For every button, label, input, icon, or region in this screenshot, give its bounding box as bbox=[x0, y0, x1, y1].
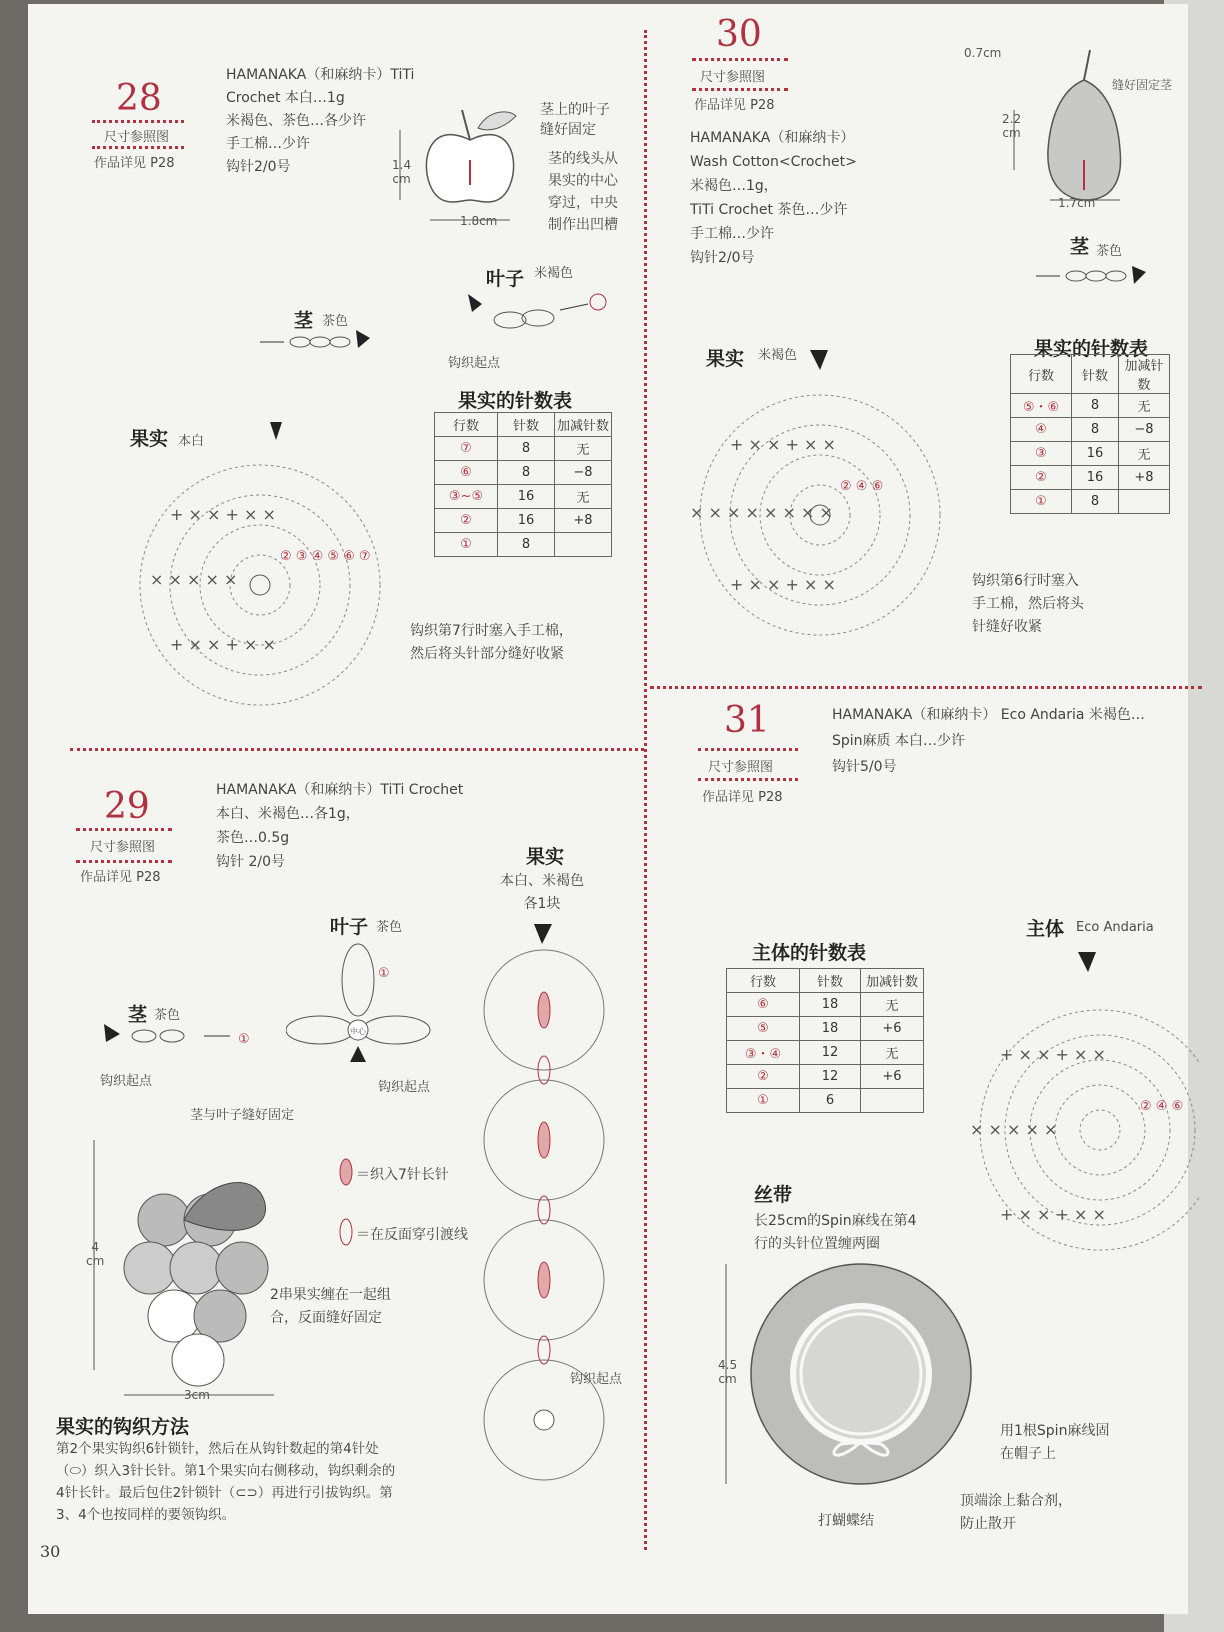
table-header-row bbox=[727, 969, 924, 993]
note-line: 果实的中心 bbox=[548, 173, 618, 189]
table-cell: 无 bbox=[1119, 394, 1170, 418]
size-ref-label: 尺寸参照图 bbox=[90, 840, 156, 855]
fruit-title: 果实 bbox=[526, 846, 565, 868]
svg-text:+ × × + × ×: + × × + × × bbox=[170, 505, 276, 524]
material-line: HAMANAKA（和麻纳卡）TiTi Crochet bbox=[216, 782, 464, 798]
note-line: 合，反面缝好固定 bbox=[270, 1310, 382, 1326]
table-row bbox=[1011, 442, 1170, 466]
material-line: Crochet 本白…1g bbox=[226, 90, 345, 106]
table-cell: ③ bbox=[1011, 442, 1072, 466]
fruit-color: 米褐色 bbox=[758, 348, 798, 363]
fruit-sub-line: 各1块 bbox=[523, 896, 561, 912]
table-cell: ⑥ bbox=[435, 461, 498, 485]
dotted-rule bbox=[698, 778, 798, 781]
left-divider bbox=[70, 748, 644, 751]
dim-height: 4.5 cm bbox=[718, 1358, 738, 1386]
table-row bbox=[1011, 490, 1170, 514]
svg-text:+ × × + × ×: + × × + × × bbox=[730, 435, 836, 454]
table-row bbox=[727, 1089, 924, 1113]
table-row bbox=[727, 1065, 924, 1089]
fruit-strip-chart bbox=[476, 920, 626, 1510]
note-line: 用1根Spin麻线固 bbox=[1000, 1423, 1110, 1439]
table-cell: 8 bbox=[1072, 418, 1119, 442]
table-cell: 8 bbox=[1072, 394, 1119, 418]
stem-title: 茎 bbox=[294, 310, 314, 332]
note-line: 茎的线头从 bbox=[548, 151, 618, 167]
fruit-note bbox=[410, 620, 573, 666]
table-cell: ③~⑤ bbox=[435, 485, 498, 509]
size-ref-label: 尺寸参照图 bbox=[708, 760, 774, 775]
material-line: 钩针5/0号 bbox=[832, 759, 897, 775]
svg-text:② ③ ④ ⑤ ⑥ ⑦: ② ③ ④ ⑤ ⑥ ⑦ bbox=[280, 549, 371, 564]
table-cell: 无 bbox=[861, 993, 924, 1017]
method-line: 3、4个也按同样的要领钩织。 bbox=[56, 1507, 236, 1523]
table-cell: ⑤・⑥ bbox=[1011, 394, 1072, 418]
stem-title: 茎 bbox=[128, 1004, 148, 1026]
svg-text:× × × × ×: × × × × × bbox=[150, 570, 238, 589]
leaf-title: 叶子 bbox=[330, 916, 369, 938]
fruit-title: 果实 bbox=[130, 428, 169, 450]
table-cell: 12 bbox=[800, 1041, 861, 1065]
table-cell: 无 bbox=[555, 437, 612, 461]
table-cell: 8 bbox=[498, 437, 555, 461]
leaf-start: 钩织起点 bbox=[448, 356, 501, 371]
dim-width: 3cm bbox=[184, 1388, 210, 1402]
stem-chart bbox=[258, 326, 378, 356]
legend-1: ＝织入7针长针 bbox=[356, 1167, 449, 1183]
table-row bbox=[1011, 466, 1170, 490]
size-ref-label: 尺寸参照图 bbox=[104, 130, 170, 145]
table-cell bbox=[861, 1089, 924, 1113]
note-line: 然后将头针部分缝好收紧 bbox=[410, 646, 564, 662]
dim-width: 1.7cm bbox=[1058, 196, 1096, 210]
section-number: 28 bbox=[116, 78, 162, 119]
table-cell: 18 bbox=[800, 1017, 861, 1041]
table-title: 果实的针数表 bbox=[458, 390, 573, 412]
header-cell: 加减针数 bbox=[555, 413, 612, 437]
table-header-row bbox=[1011, 355, 1170, 394]
dim-height: 4 cm bbox=[86, 1240, 105, 1268]
table-row bbox=[435, 461, 612, 485]
note-top: 茎与叶子缝好固定 bbox=[190, 1108, 295, 1123]
leaf-color: 米褐色 bbox=[534, 266, 574, 281]
pear-note: 缝好固定茎 bbox=[1112, 78, 1173, 92]
material-line: 钩针2/0号 bbox=[226, 159, 291, 175]
material-line: TiTi Crochet 茶色…少许 bbox=[690, 202, 848, 218]
material-line: 米褐色…1g， bbox=[690, 178, 778, 194]
table-cell: ② bbox=[727, 1065, 800, 1089]
material-line: 钩针 2/0号 bbox=[216, 854, 285, 870]
hat-diagram bbox=[716, 1244, 986, 1514]
leaf-title: 叶子 bbox=[486, 268, 525, 290]
table-cell: 8 bbox=[498, 533, 555, 557]
grape-diagram bbox=[84, 1120, 304, 1410]
note-line: 茎上的叶子 bbox=[540, 102, 610, 118]
table-cell: 无 bbox=[1119, 442, 1170, 466]
page-number: 30 bbox=[40, 1542, 61, 1561]
stem-color: 茶色 bbox=[1096, 244, 1123, 259]
body-sub: Eco Andaria bbox=[1076, 920, 1154, 935]
note-line: 钩织第7行时塞入手工棉， bbox=[410, 623, 573, 639]
table-cell: +8 bbox=[555, 509, 612, 533]
table-row bbox=[435, 509, 612, 533]
svg-text:+ × × + × ×: + × × + × × bbox=[1000, 1205, 1106, 1224]
note-line: 制作出凹槽 bbox=[548, 217, 618, 233]
fruit-sub bbox=[500, 870, 584, 916]
table-cell: ④ bbox=[1011, 418, 1072, 442]
table-row bbox=[1011, 394, 1170, 418]
section-number: 29 bbox=[104, 786, 150, 827]
note-line: 缝好固定 bbox=[540, 122, 596, 138]
table-cell: ② bbox=[1011, 466, 1072, 490]
svg-text:+ × × + × ×: + × × + × × bbox=[170, 635, 276, 654]
detail-ref: 作品详见 P28 bbox=[702, 790, 783, 805]
legend-symbols bbox=[336, 1158, 356, 1248]
fruit-note bbox=[972, 570, 1084, 639]
dotted-rule bbox=[76, 828, 172, 831]
stem-chart bbox=[1034, 262, 1154, 292]
table-cell: 16 bbox=[1072, 466, 1119, 490]
table-cell: ⑦ bbox=[435, 437, 498, 461]
table-cell: 6 bbox=[800, 1089, 861, 1113]
material-line: HAMANAKA（和麻纳卡） bbox=[690, 130, 855, 146]
note-bow: 打蝴蝶结 bbox=[818, 1513, 874, 1529]
dim-height: 2.2 cm bbox=[1002, 112, 1022, 140]
circled-one: ① bbox=[238, 1032, 250, 1047]
note-fix bbox=[1000, 1420, 1109, 1466]
dotted-rule bbox=[692, 58, 788, 61]
table-cell: ① bbox=[727, 1089, 800, 1113]
method-text bbox=[56, 1438, 395, 1526]
size-ref-label: 尺寸参照图 bbox=[700, 70, 766, 85]
table-cell: ① bbox=[1011, 490, 1072, 514]
note-line: 防止散开 bbox=[960, 1516, 1016, 1532]
dotted-rule bbox=[92, 146, 184, 149]
right-divider bbox=[650, 686, 1202, 689]
material-line: HAMANAKA（和麻纳卡） Eco Andaria 米褐色… bbox=[832, 707, 1145, 723]
table-row bbox=[435, 437, 612, 461]
note-line: 穿过，中央 bbox=[548, 195, 618, 211]
method-line: 第2个果实钩织6针锁针，然后在从钩针数起的第4针处 bbox=[56, 1441, 379, 1457]
table-cell: 16 bbox=[498, 509, 555, 533]
material-line: Wash Cotton<Crochet> bbox=[690, 154, 857, 170]
header-cell: 加减针数 bbox=[1119, 355, 1170, 394]
material-line: 米褐色、茶色…各少许 bbox=[226, 113, 366, 129]
leaf-color: 茶色 bbox=[376, 920, 403, 935]
header-cell: 针数 bbox=[1072, 355, 1119, 394]
table-cell: 无 bbox=[861, 1041, 924, 1065]
table-row bbox=[435, 485, 612, 509]
fruit-title: 果实 bbox=[706, 348, 745, 370]
table-row bbox=[727, 993, 924, 1017]
legend-2: ＝在反面穿引渡线 bbox=[356, 1227, 468, 1243]
svg-text:+ × × + × ×: + × × + × × bbox=[730, 575, 836, 594]
table-cell: +8 bbox=[1119, 466, 1170, 490]
svg-text:× × × × ×: × × × × × bbox=[970, 1120, 1058, 1139]
stitch-table bbox=[726, 968, 924, 1113]
table-cell: −8 bbox=[555, 461, 612, 485]
header-cell: 行数 bbox=[1011, 355, 1072, 394]
stem-chart bbox=[100, 1020, 260, 1050]
dim-height: 1.4 cm bbox=[392, 158, 412, 186]
leaf-chart bbox=[460, 290, 610, 350]
header-cell: 加减针数 bbox=[861, 969, 924, 993]
svg-text:+ × × + × ×: + × × + × × bbox=[1000, 1045, 1106, 1064]
table-cell: −8 bbox=[1119, 418, 1170, 442]
table-cell: ⑥ bbox=[727, 993, 800, 1017]
note-leaf bbox=[540, 100, 610, 140]
note-line: 在帽子上 bbox=[1000, 1446, 1056, 1462]
method-line: 4针长针。最后包住2针锁针（⊂⊃）再进行引拔钩织。第 bbox=[56, 1485, 393, 1501]
material-line: 茶色…0.5g bbox=[216, 830, 290, 846]
vertical-divider bbox=[644, 30, 647, 1550]
stem-title: 茎 bbox=[1070, 236, 1090, 258]
detail-ref: 作品详见 P28 bbox=[80, 870, 161, 885]
table-cell: ③・④ bbox=[727, 1041, 800, 1065]
table-row bbox=[727, 1017, 924, 1041]
stem-start: 钩织起点 bbox=[100, 1074, 153, 1089]
dotted-rule bbox=[698, 748, 798, 751]
table-cell: 18 bbox=[800, 993, 861, 1017]
table-cell: 16 bbox=[1072, 442, 1119, 466]
pear-diagram bbox=[1000, 40, 1160, 210]
ribbon-line: 长25cm的Spin麻线在第4 bbox=[754, 1213, 917, 1229]
table-cell: 无 bbox=[555, 485, 612, 509]
header-cell: 行数 bbox=[727, 969, 800, 993]
table-cell: 8 bbox=[498, 461, 555, 485]
table-cell: +6 bbox=[861, 1017, 924, 1041]
table-cell: +6 bbox=[861, 1065, 924, 1089]
ribbon-title: 丝带 bbox=[754, 1184, 793, 1206]
table-cell: 12 bbox=[800, 1065, 861, 1089]
material-line: 手工棉…少许 bbox=[226, 136, 310, 152]
note-line: 钩织第6行时塞入 bbox=[972, 573, 1079, 589]
ribbon-line: 行的头针位置缠两圈 bbox=[754, 1236, 880, 1252]
leaf-start: 钩织起点 bbox=[378, 1080, 431, 1095]
table-row bbox=[435, 533, 612, 557]
note-line: 2串果实缠在一起组 bbox=[270, 1287, 391, 1303]
stem-color: 茶色 bbox=[322, 314, 349, 329]
dim-width: 1.8cm bbox=[460, 214, 498, 228]
header-cell: 针数 bbox=[800, 969, 861, 993]
materials bbox=[690, 126, 857, 270]
section-number: 30 bbox=[716, 14, 762, 55]
table-title: 果实的针数表 bbox=[1034, 338, 1149, 360]
fruit-start: 钩织起点 bbox=[570, 1372, 623, 1387]
circled-one: ① bbox=[378, 966, 390, 981]
method-line: （⬭）织入3针长针。第1个果实向右侧移动，钩织剩余的 bbox=[56, 1463, 396, 1479]
note-side bbox=[270, 1284, 391, 1330]
table-cell: ① bbox=[435, 533, 498, 557]
dotted-rule bbox=[692, 88, 788, 91]
stem-color: 茶色 bbox=[154, 1008, 181, 1023]
table-row bbox=[727, 1041, 924, 1065]
dim-top: 0.7cm bbox=[964, 46, 1002, 60]
note-stem bbox=[548, 148, 618, 236]
fruit-sub-line: 本白、米褐色 bbox=[500, 873, 584, 889]
leaf-chart bbox=[286, 940, 436, 1070]
stitch-table bbox=[434, 412, 612, 557]
table-cell: ⑤ bbox=[727, 1017, 800, 1041]
table-cell bbox=[555, 533, 612, 557]
fruit-chart bbox=[110, 420, 410, 720]
fruit-chart bbox=[680, 350, 980, 650]
header-cell: 针数 bbox=[498, 413, 555, 437]
section-number: 31 bbox=[724, 700, 770, 741]
detail-ref: 作品详见 P28 bbox=[94, 156, 175, 171]
material-line: 钩针2/0号 bbox=[690, 250, 755, 266]
body-title: 主体 bbox=[1026, 918, 1065, 940]
center-label: 中心 bbox=[350, 1027, 366, 1036]
table-cell: 8 bbox=[1072, 490, 1119, 514]
detail-ref: 作品详见 P28 bbox=[694, 98, 775, 113]
materials bbox=[216, 778, 463, 874]
dotted-rule bbox=[76, 860, 172, 863]
table-header-row bbox=[435, 413, 612, 437]
dotted-rule bbox=[92, 120, 184, 123]
svg-text:② ④ ⑥: ② ④ ⑥ bbox=[840, 479, 884, 494]
material-line: HAMANAKA（和麻纳卡）TiTi bbox=[226, 67, 415, 83]
table-cell: ② bbox=[435, 509, 498, 533]
note-line: 针缝好收紧 bbox=[972, 619, 1042, 635]
materials bbox=[832, 702, 1145, 780]
table-row bbox=[1011, 418, 1170, 442]
note-glue bbox=[960, 1490, 1072, 1536]
body-chart bbox=[960, 950, 1200, 1300]
material-line: 本白、米褐色…各1g， bbox=[216, 806, 360, 822]
svg-text:② ④ ⑥: ② ④ ⑥ bbox=[1140, 1099, 1184, 1114]
stitch-table bbox=[1010, 354, 1170, 514]
material-line: Spin麻质 本白…少许 bbox=[832, 733, 965, 749]
note-line: 手工棉，然后将头 bbox=[972, 596, 1084, 612]
table-cell: 16 bbox=[498, 485, 555, 509]
material-line: 手工棉…少许 bbox=[690, 226, 774, 242]
table-title: 主体的针数表 bbox=[752, 942, 867, 964]
fruit-color: 本白 bbox=[178, 434, 205, 449]
svg-text:× × × × × × × ×: × × × × × × × × bbox=[690, 503, 833, 522]
method-title: 果实的钩织方法 bbox=[56, 1416, 190, 1438]
header-cell: 行数 bbox=[435, 413, 498, 437]
materials bbox=[226, 64, 414, 179]
table-cell bbox=[1119, 490, 1170, 514]
note-line: 顶端涂上黏合剂， bbox=[960, 1493, 1072, 1509]
